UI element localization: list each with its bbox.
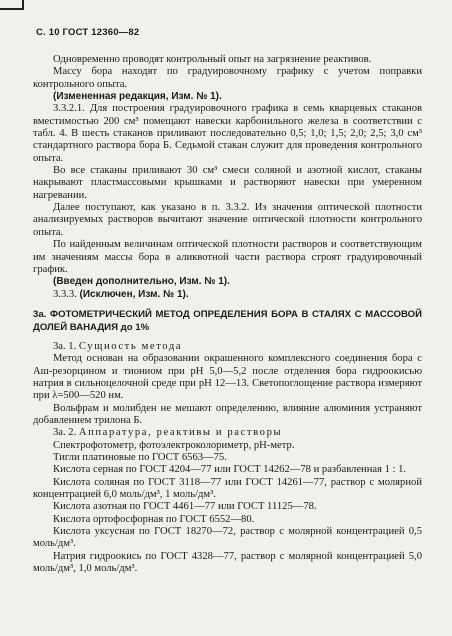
subsection-name: Аппаратура, реактивы и растворы (78, 427, 283, 439)
list-item: Кислота серная по ГОСТ 4204—77 или ГОСТ 14262—78 и разбавленная 1 : 1. (53, 464, 407, 476)
amendment-note: (Введен дополнительно, Изм. № 1). (53, 276, 230, 288)
list-item: Кислота уксусная по ГОСТ 18270—72, раствор с молярной концентрацией 0,5 моль/дм³. (33, 526, 422, 550)
paragraph: Во все стаканы приливают 30 см³ смеси соляной и азотной кислот, стаканы накрывают пластмассовыми крышками и растворяют навески при умеренном нагревании. (33, 165, 422, 201)
paragraph: Вольфрам и молибден не мешают определению, влияние алюминия устраняют добавлением трилона Б. (33, 402, 422, 426)
paragraph: Метод основан на образовании окрашенного комплексного соединения бора с Аш-резорцином и тиониом при pH 5,0—5,2 после отделения бора гидроокисью натрия в сильноцелочной среде при pH 12—13. Светопоглощение раствора измеряют при λ=500—520 нм. (33, 353, 422, 402)
list-item: Спектрофотометр, фотоэлектроколориметр, pH-метр. (53, 439, 295, 451)
list-item: Кислота соляная по ГОСТ 3118—77 или ГОСТ 14261—77, раствор с молярной концентрацией 6,0 моль/дм³, 1 моль/дм³. (33, 476, 422, 500)
corner-mark (0, 0, 24, 10)
amendment-note: (Исключен, Изм. № 1). (79, 288, 189, 300)
paragraph (33, 289, 422, 301)
subsection-title (33, 427, 422, 439)
section-heading: 3а. ФОТОМЕТРИЧЕСКИЙ МЕТОД ОПРЕДЕЛЕНИЯ БОРА В СТАЛЯХ С МАССОВОЙ ДОЛЕЙ ВАНАДИЯ до 1% (33, 308, 422, 333)
page-header: С. 10 ГОСТ 12360—82 (36, 27, 140, 38)
subsection-title (33, 341, 422, 353)
list-item: Натрия гидроокись по ГОСТ 4328—77, раствор с молярной концентрацией 5,0 моль/дм³, 1,0 моль/дм³. (33, 550, 422, 575)
paragraph: 3.3.2.1. Для построения градуировочного графика в семь кварцевых стаканов вместимостью 200 см³ помещают навески карбонильного железа в соответствии с табл. 4. В шесть стаканов приливают последовательно 0,5; 1,0; 1,5; 2,0; 2,5; 3,0 см³ стандартного раствора бора Б. Седьмой стакан служит для проведения контрольного опыта. (33, 103, 422, 164)
amendment-note: (Измененная редакция, Изм. № 1). (53, 91, 222, 103)
list-item: Кислота азотная по ГОСТ 4461—77 или ГОСТ 11125—78. (53, 501, 317, 513)
list-item: Кислота ортофосфорная по ГОСТ 6552—80. (53, 513, 255, 525)
spacer (33, 334, 422, 341)
clause-number: 3.3.3. (53, 288, 80, 300)
paragraph: Далее поступают, как указано в п. 3.3.2. Из значения оптической плотности анализируемых растворов вычитают значение оптической плотности контрольного опыта. (33, 202, 422, 238)
subsection-number: 3а. 2. (53, 427, 79, 439)
list-item: Тигли платиновые по ГОСТ 6563—75. (53, 451, 227, 463)
document-body (33, 54, 422, 575)
paragraph: Одновременно проводят контрольный опыт на загрязнение реактивов. (53, 54, 372, 65)
subsection-name: Сущность метода (78, 340, 183, 352)
paragraph: По найденным величинам оптической плотности растворов и соответствующим им значениям массы бора в аликвотной части раствора строят градуировочный график. (33, 239, 422, 275)
spacer (33, 301, 422, 308)
subsection-number: 3а. 1. (53, 340, 79, 352)
paragraph: Массу бора находят по градуировочному графику с учетом поправки контрольного опыта. (33, 66, 422, 90)
